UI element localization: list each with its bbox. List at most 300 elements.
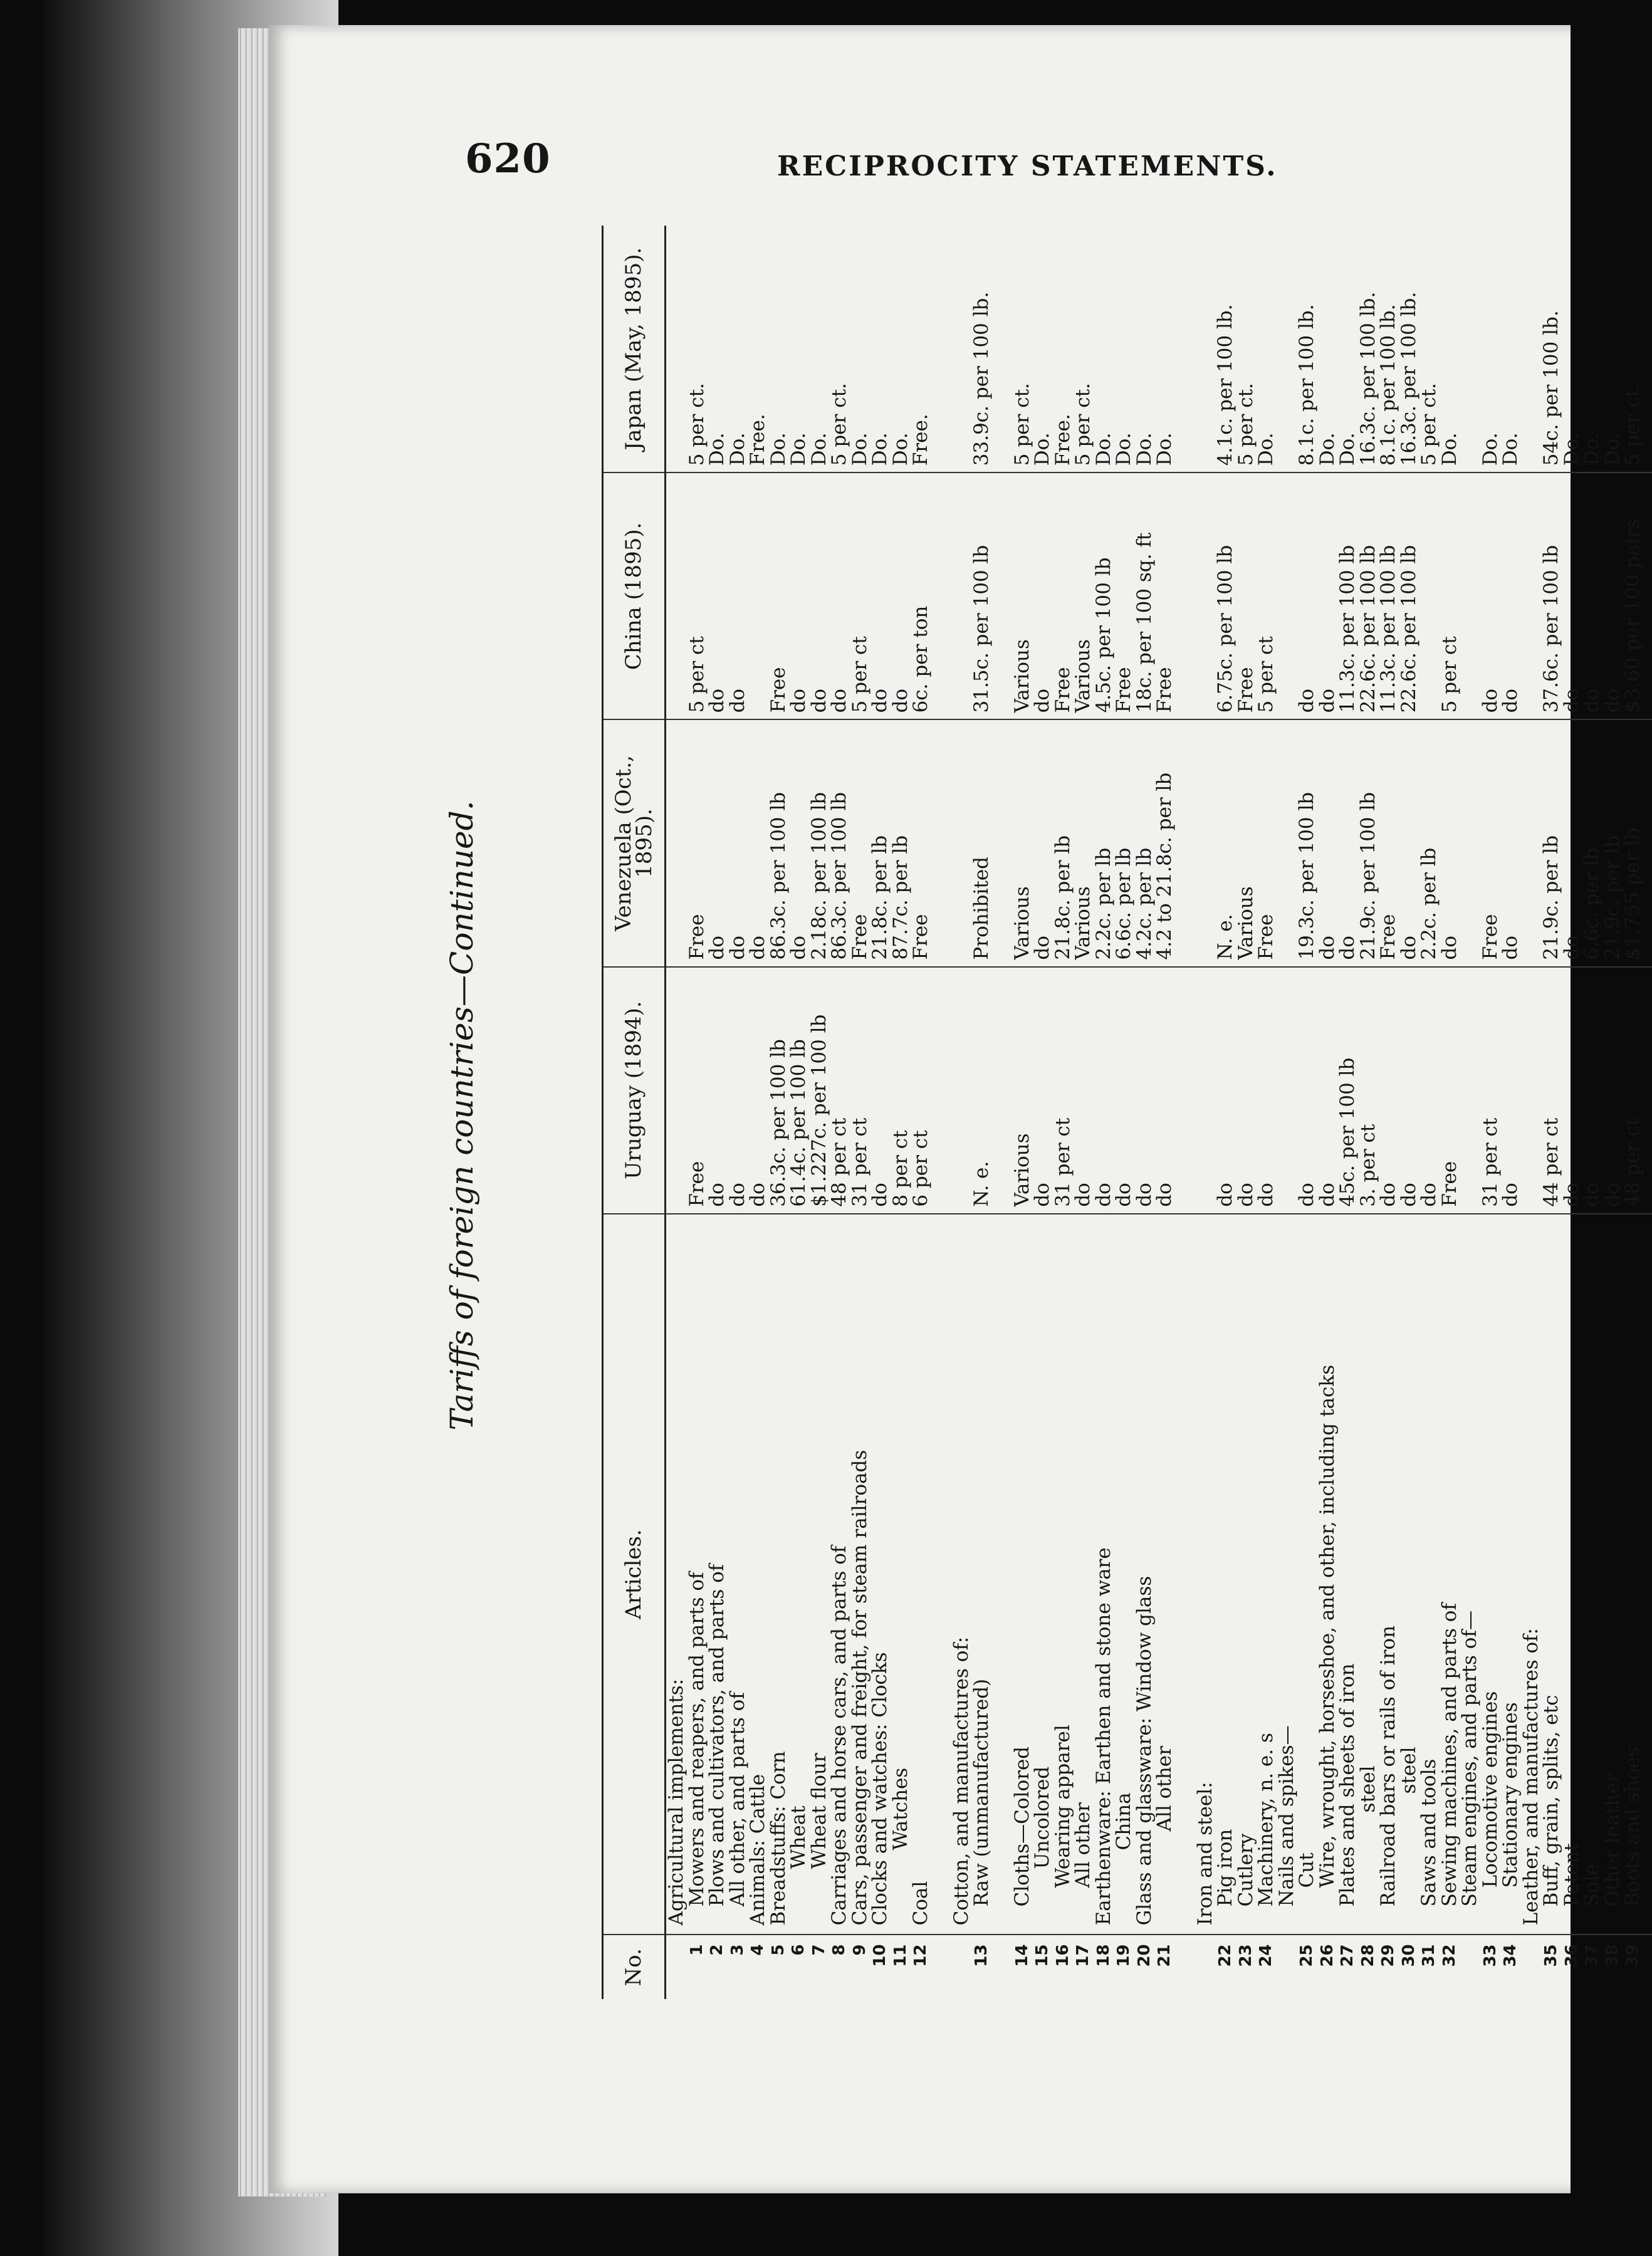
article-name: Boots and shoes [1623,1214,1652,1935]
japan-rate: 5 per ct. [1236,226,1257,473]
china-rate: Free [1154,473,1175,719]
china-rate: do [809,473,830,719]
row-spacer [931,226,951,1999]
japan-rate: Do. [768,226,789,473]
venezuela-rate: do [728,719,748,966]
uruguay-rate [1277,967,1297,1214]
venezuela-rate: Various [1012,719,1033,966]
uruguay-rate: do [1215,967,1236,1214]
article-name: Earthenware: Earthen and stone ware [1094,1214,1114,1935]
uruguay-rate: do [1378,967,1399,1214]
uruguay-rate: do [1134,967,1155,1214]
article-name: Steam engines, and parts of— [1460,1214,1480,1935]
row-number: 26 [1317,1944,1337,1967]
uruguay-rate: N. e. [971,967,992,1214]
article-name: All other, and parts of [728,1214,748,1935]
venezuela-rate [666,719,687,966]
china-rate: 22.6c. per 100 lb [1358,473,1379,719]
row-number: 27 [1338,1944,1357,1967]
uruguay-rate: do [1094,967,1114,1214]
row-number: 9 [850,1944,869,1956]
table-row [1012,226,1033,1999]
table-row [1480,226,1501,1999]
uruguay-rate: 8 per ct [891,967,911,1214]
table-row [1094,226,1114,1999]
table-row [1562,226,1582,1999]
page-number: 620 [465,135,551,182]
spacer-cell [992,719,1012,966]
venezuela-rate: 21.9c. per lb [1602,719,1623,966]
uruguay-rate: do [1582,967,1602,1214]
row-number: 34 [1501,1944,1520,1967]
article-name: Buff, grain, splits, etc [1541,1214,1562,1935]
row-number [951,1935,972,1999]
japan-rate: Do. [1562,226,1582,473]
venezuela-rate: do [788,719,809,966]
table-row [728,226,748,1999]
table-row [1399,226,1419,1999]
uruguay-rate: do [1073,967,1094,1214]
spacer-cell [931,967,951,1214]
spacer-cell [1175,967,1195,1214]
china-rate: Various [1012,473,1033,719]
row-number: 22 [1216,1944,1235,1967]
china-rate [1195,473,1216,719]
japan-rate: 16.3c. per 100 lb. [1358,226,1379,473]
row-number [1521,1935,1542,1999]
china-rate: 22.6c. per 100 lb [1399,473,1419,719]
article-name: Railroad bars or rails of iron [1378,1214,1399,1935]
china-rate: do [1317,473,1338,719]
row-number: 31 [1419,1944,1438,1967]
japan-rate [1195,226,1216,473]
china-rate: Free [1114,473,1134,719]
venezuela-rate: 87.7c. per lb [891,719,911,966]
spacer-cell [992,967,1012,1214]
japan-rate: 4.1c. per 100 lb. [1215,226,1236,473]
article-name: Wheat [788,1214,809,1935]
china-rate: do [891,473,911,719]
uruguay-rate: 61.4c. per 100 lb [788,967,809,1214]
article-name: Sewing machines, and parts of [1440,1214,1460,1935]
table-row [951,226,972,1999]
row-number: 35 [1542,1944,1561,1967]
article-name: Cut [1297,1214,1317,1935]
japan-rate: Do. [1114,226,1134,473]
japan-rate: Do. [1582,226,1602,473]
venezuela-rate: 6.6c. per lb [1582,719,1602,966]
japan-rate: 54c. per 100 lb. [1541,226,1562,473]
uruguay-rate: do [870,967,891,1214]
uruguay-rate: do [1399,967,1419,1214]
uruguay-rate: 48 per ct [1623,967,1652,1214]
running-head: RECIPROCITY STATEMENTS. [777,150,1278,182]
table-row [1297,226,1317,1999]
article-name: Agricultural implements: [666,1214,687,1935]
venezuela-rate: Free [911,719,931,966]
uruguay-rate: 6 per ct [911,967,931,1214]
table-row [788,226,809,1999]
table-row [707,226,728,1999]
venezuela-rate: 6.6c. per lb [1114,719,1134,966]
china-rate: 5 per ct [687,473,708,719]
uruguay-rate: do [1297,967,1317,1214]
table-row [1460,226,1480,1999]
venezuela-rate [1460,719,1480,966]
table-row [1195,226,1216,1999]
table-body [666,226,1652,1999]
uruguay-rate: 31 per ct [1480,967,1501,1214]
venezuela-rate: $1.755 per lb [1623,719,1652,966]
uruguay-rate: do [1256,967,1277,1214]
row-number: 37 [1582,1944,1601,1967]
table-row [1500,226,1521,1999]
row-number: 16 [1053,1944,1072,1967]
article-name: Glass and glassware: Window glass [1134,1214,1155,1935]
venezuela-rate: 4.2 to 21.8c. per lb [1154,719,1175,966]
japan-rate [1277,226,1297,473]
uruguay-rate: do [1419,967,1440,1214]
article-name: Iron and steel: [1195,1214,1216,1935]
table-row [1236,226,1257,1999]
uruguay-rate: do [1032,967,1053,1214]
china-rate [951,473,972,719]
article-name: Patent [1562,1214,1582,1935]
japan-rate: Do. [1337,226,1358,473]
table-row [1419,226,1440,1999]
japan-rate: Free. [748,226,768,473]
china-rate: 6c. per ton [911,473,931,719]
japan-rate: Do. [1032,226,1053,473]
venezuela-rate [1521,719,1542,966]
article-name: Cutlery [1236,1214,1257,1935]
row-number: 17 [1074,1944,1092,1967]
table-row [1215,226,1236,1999]
article-name: Watches [891,1214,911,1935]
article-name: Cloths—Colored [1012,1214,1033,1935]
uruguay-rate: do [748,967,768,1214]
row-number: 18 [1094,1944,1113,1967]
uruguay-rate: do [1500,967,1521,1214]
venezuela-rate: do [1032,719,1053,966]
china-rate: 37.6c. per 100 lb [1541,473,1562,719]
venezuela-rate: do [1317,719,1338,966]
row-number: 33 [1480,1944,1500,1967]
uruguay-rate: 36.3c. per 100 lb [768,967,789,1214]
table-row [768,226,789,1999]
uruguay-rate [1521,967,1542,1214]
table-row [1541,226,1562,1999]
table-row [1277,226,1297,1999]
china-rate: do [1562,473,1582,719]
venezuela-rate: 21.8c. per lb [1053,719,1074,966]
china-rate: 18c. per 100 sq. ft [1134,473,1155,719]
uruguay-rate: do [728,967,748,1214]
table-row [850,226,870,1999]
spacer-cell [992,473,1012,719]
uruguay-rate: 45c. per 100 lb [1337,967,1358,1214]
row-number [666,1935,687,1999]
table-row [1337,226,1358,1999]
uruguay-rate [666,967,687,1214]
china-rate: do [728,473,748,719]
article-name: Wearing apparel [1053,1214,1074,1935]
row-number: 4 [748,1944,767,1956]
article-name: Locomotive engines [1480,1214,1501,1935]
china-rate: Free [1236,473,1257,719]
japan-rate: Free. [911,226,931,473]
table-row [666,226,687,1999]
article-name: Stationary engines [1500,1214,1521,1935]
uruguay-rate: 31 per ct [850,967,870,1214]
venezuela-rate: Free [850,719,870,966]
japan-rate [1521,226,1542,473]
venezuela-rate: 21.8c. per lb [870,719,891,966]
article-name: Sole [1582,1214,1602,1935]
article-name: Animals: Cattle [748,1214,768,1935]
table-row [1114,226,1134,1999]
row-number: 10 [870,1944,889,1967]
japan-rate [1460,226,1480,473]
header-venezuela: Venezuela (Oct., 1895). [603,719,666,966]
article-name: Wire, wrought, horseshoe, and other, including tacks [1317,1214,1338,1935]
article-name: Leather, and manufactures of: [1521,1214,1542,1935]
article-name: Carriages and horse cars, and parts of [829,1214,850,1935]
article-name: China [1114,1214,1134,1935]
row-number: 38 [1602,1944,1622,1967]
china-rate [748,473,768,719]
japan-rate: Do. [850,226,870,473]
table-row [870,226,891,1999]
venezuela-rate: 86.3c. per 100 lb [829,719,850,966]
japan-rate: Do. [1154,226,1175,473]
table-row [1317,226,1338,1999]
china-rate: Free [768,473,789,719]
article-name: Plates and sheets of iron [1337,1214,1358,1935]
china-rate [1277,473,1297,719]
article-name: Clocks and watches: Clocks [870,1214,891,1935]
uruguay-rate: do [1602,967,1623,1214]
uruguay-rate [1195,967,1216,1214]
article-name: Cotton, and manufactures of: [951,1214,972,1935]
spacer-cell [1175,473,1195,719]
article-name: Breadstuffs: Corn [768,1214,789,1935]
china-rate: do [788,473,809,719]
uruguay-rate: do [1317,967,1338,1214]
venezuela-rate: do [1399,719,1419,966]
row-number: 36 [1562,1944,1581,1967]
header-no: No. [603,1935,666,1999]
uruguay-rate: do [1562,967,1582,1214]
row-number [1277,1935,1297,1999]
uruguay-rate: Free [1440,967,1460,1214]
article-name: Cars, passenger and freight, for steam railroads [850,1214,870,1935]
venezuela-rate: N. e. [1215,719,1236,966]
japan-rate: Do. [1317,226,1338,473]
venezuela-rate: Free [687,719,708,966]
spacer-cell [1175,1214,1195,1935]
japan-rate: 8.1c. per 100 lb. [1297,226,1317,473]
table-row [911,226,931,1999]
row-number: 29 [1379,1944,1398,1967]
venezuela-rate [1195,719,1216,966]
venezuela-rate: 86.3c. per 100 lb [768,719,789,966]
article-name: Uncolored [1032,1214,1053,1935]
venezuela-rate: 2.2c. per lb [1094,719,1114,966]
japan-rate: Free. [1053,226,1074,473]
japan-rate: Do. [1256,226,1277,473]
china-rate: 11.3c. per 100 lb [1378,473,1399,719]
japan-rate: Do. [707,226,728,473]
row-number: 12 [911,1944,930,1967]
header-china: China (1895). [603,473,666,719]
header-japan: Japan (May, 1895). [603,226,666,473]
japan-rate: 8.1c. per 100 lb. [1378,226,1399,473]
row-number: 2 [708,1944,726,1956]
row-number: 6 [789,1944,808,1956]
venezuela-rate: Free [1480,719,1501,966]
venezuela-rate [1277,719,1297,966]
table-row [748,226,768,1999]
china-rate [1419,473,1440,719]
japan-rate: Do. [728,226,748,473]
japan-rate: 5 per ct. [1419,226,1440,473]
rotated-table-content [439,213,1644,2018]
japan-rate: 5 per ct. [1073,226,1094,473]
japan-rate: 5 per ct. [687,226,708,473]
japan-rate [951,226,972,473]
china-rate: do [1297,473,1317,719]
venezuela-rate: Various [1073,719,1094,966]
japan-rate: Do. [891,226,911,473]
article-name: Saws and tools [1419,1214,1440,1935]
table-row [1582,226,1602,1999]
row-number: 11 [891,1944,910,1967]
table-row [1256,226,1277,1999]
table-caption: Tariffs of foreign countries—Continued. [444,800,480,1431]
japan-rate: 5 per ct. [829,226,850,473]
uruguay-rate: Free [687,967,708,1214]
china-rate: 31.5c. per 100 lb [971,473,992,719]
row-number: 21 [1155,1944,1174,1967]
japan-rate: Do. [1440,226,1460,473]
uruguay-rate: do [707,967,728,1214]
row-number: 28 [1358,1944,1378,1967]
venezuela-rate: do [1440,719,1460,966]
article-name: Wheat flour [809,1214,830,1935]
china-rate: do [829,473,850,719]
row-number: 1 [687,1944,706,1956]
table-row [1602,226,1623,1999]
venezuela-rate: 19.3c. per 100 lb [1297,719,1317,966]
china-rate: 5 per ct [850,473,870,719]
china-rate: 4.5c. per 100 lb [1094,473,1114,719]
spacer-cell [931,719,951,966]
china-rate [1521,473,1542,719]
row-number: 20 [1134,1944,1154,1967]
venezuela-rate: do [707,719,728,966]
table-row [1440,226,1460,1999]
table-row [1053,226,1074,1999]
japan-rate: Do. [1134,226,1155,473]
china-rate: 5 per ct [1440,473,1460,719]
uruguay-rate: do [1236,967,1257,1214]
china-rate [666,473,687,719]
japan-rate: 16.3c. per 100 lb. [1399,226,1419,473]
table-row [1032,226,1053,1999]
table-row [1134,226,1155,1999]
article-name: Raw (unmanufactured) [971,1214,992,1935]
table-row [891,226,911,1999]
row-number: 25 [1297,1944,1316,1967]
table-header-row [603,226,666,1999]
row-number: 15 [1033,1944,1052,1967]
venezuela-rate: 4.2c. per lb [1134,719,1155,966]
article-name: Other leather [1602,1214,1623,1935]
japan-rate: Do. [870,226,891,473]
article-name: Machinery, n. e. s [1256,1214,1277,1935]
venezuela-rate: Various [1236,719,1257,966]
uruguay-rate: 44 per ct [1541,967,1562,1214]
china-rate: Free [1053,473,1074,719]
uruguay-rate: do [1154,967,1175,1214]
japan-rate: Do. [1480,226,1501,473]
china-rate: 5 per ct [1256,473,1277,719]
uruguay-rate: 48 per ct [829,967,850,1214]
table-row [1073,226,1094,1999]
china-rate: do [1480,473,1501,719]
venezuela-rate: do [748,719,768,966]
table-row [1378,226,1399,1999]
tariff-table [602,226,1652,1999]
article-name: steel [1399,1214,1419,1935]
row-number: 19 [1114,1944,1133,1967]
china-rate: do [1032,473,1053,719]
uruguay-rate: 3. per ct [1358,967,1379,1214]
china-rate: do [1582,473,1602,719]
spacer-cell [992,1214,1012,1935]
table-row [687,226,708,1999]
japan-rate: Do. [1602,226,1623,473]
article-name: All other [1073,1214,1094,1935]
row-spacer [1175,226,1195,1999]
row-number: 14 [1012,1944,1032,1967]
article-name: Plows and cultivators, and parts of [707,1214,728,1935]
venezuela-rate: 2.18c. per 100 lb [809,719,830,966]
venezuela-rate: Free [1378,719,1399,966]
article-name: Nails and spikes— [1277,1214,1297,1935]
table-row [829,226,850,1999]
japan-rate: 33.9c. per 100 lb. [971,226,992,473]
article-name: Pig iron [1215,1214,1236,1935]
japan-rate: 5 per ct. [1012,226,1033,473]
row-number: 7 [809,1944,829,1956]
row-number [1195,1935,1216,1999]
spacer-cell [1175,719,1195,966]
row-number: 8 [830,1944,849,1956]
article-name: steel [1358,1214,1379,1935]
china-rate: $3.60 per 100 pairs [1623,473,1652,719]
china-rate: do [870,473,891,719]
china-rate [1460,473,1480,719]
japan-rate: Do. [809,226,830,473]
row-number: 39 [1623,1944,1642,1967]
uruguay-rate: $1.227c. per 100 lb [809,967,830,1214]
article-name: Coal [911,1214,931,1935]
uruguay-rate: do [1114,967,1134,1214]
uruguay-rate: 31 per ct [1053,967,1074,1214]
japan-rate: Do. [1500,226,1521,473]
